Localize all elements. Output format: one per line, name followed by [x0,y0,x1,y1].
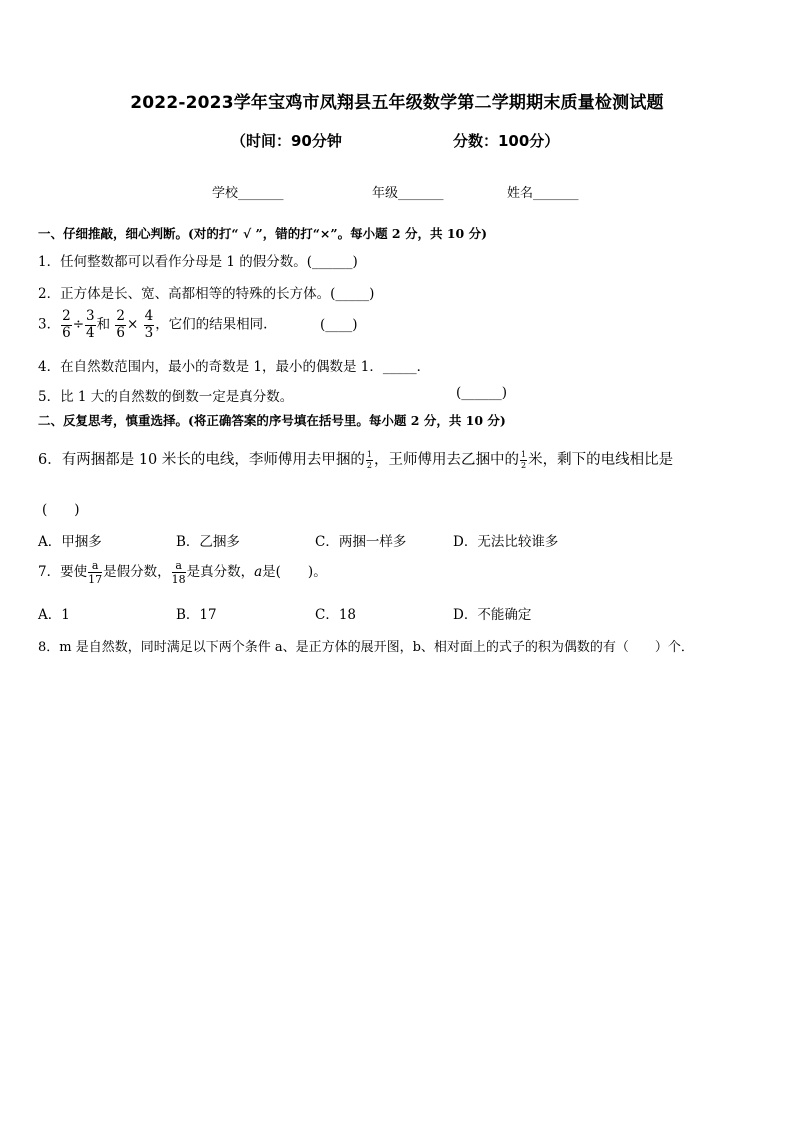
question-6-option-c: C．两捆一样多 [315,534,407,550]
exam-score: 分数：100分） [453,132,560,150]
question-2: 2．正方体是长、宽、高都相等的特殊的长方体。(_____) [38,286,375,302]
question-3: 3． $\frac{2}{6}$ ÷ $\frac{3}{4}$ 和 $\frac{2}{6}$ × $\frac{4}{3}$ ，它们的结果相同. [38,308,268,341]
fraction: $\frac{4}{3}$ [144,308,154,341]
question-7: 7．要使 $\frac{a}{17}$ 是假分数， $\frac{a}{18}$ 是真分数，a是( )。 [38,559,327,586]
exam-time: （时间：90分钟 [231,132,342,150]
question-7-option-b: B．17 [176,607,217,623]
question-6-answer-paren: ( ) [42,502,80,518]
question-3-prefix: 3． [38,316,61,333]
question-8: 8．m 是自然数，同时满足以下两个条件 a、是正方体的展开图，b、相对面上的式子的积为偶数的有（ ）个． [38,640,694,655]
fraction: $\frac{3}{4}$ [86,308,95,341]
section-1-heading: 一、仔细推敲，细心判断。(对的打“ √ ”，错的打“×”。每小题 2 分，共 10 分) [38,226,487,241]
fraction: $\frac{2}{6}$ [116,308,125,341]
fraction: $\frac{1}{2}$ [366,449,372,470]
question-4: 4．在自然数范围内，最小的奇数是 1，最小的偶数是 1．_____． [38,359,431,375]
question-7-option-c: C．18 [315,607,357,623]
question-3-blank: (____) [320,317,358,333]
name-field: 姓名_______ [507,186,579,201]
section-2-heading: 二、反复思考，慎重选择。(将正确答案的序号填在括号里。每小题 2 分，共 10 分) [38,413,506,428]
fraction: $\frac{a}{17}$ [88,559,103,586]
fraction: $\frac{a}{18}$ [171,559,186,586]
question-6: 6．有两捆都是 10 米长的电线，李师傅用去甲捆的 $\frac{1}{2}$ ，王师傅用去乙捆中的 $\frac{1}{2}$ 米，剩下的电线相比是 [38,449,674,470]
fraction: $\frac{2}{6}$ [62,308,71,341]
question-6-option-d: D．无法比较谁多 [453,534,559,550]
page-title: 2022-2023学年宝鸡市凤翔县五年级数学第二学期期末质量检测试题 [130,93,664,113]
fraction: $\frac{1}{2}$ [521,449,527,470]
question-1: 1．任何整数都可以看作分母是 1 的假分数。(______) [38,254,358,270]
question-7-option-a: A．1 [38,607,70,623]
question-6-option-a: A．甲捆多 [38,534,102,550]
grade-field: 年级_______ [372,186,444,201]
question-5-blank: (______) [456,385,508,401]
question-7-option-d: D．不能确定 [453,607,532,623]
school-field: 学校_______ [212,186,284,201]
question-5: 5．比 1 大的自然数的倒数一定是真分数。 [38,389,294,405]
question-6-option-b: B．乙捆多 [176,534,240,550]
